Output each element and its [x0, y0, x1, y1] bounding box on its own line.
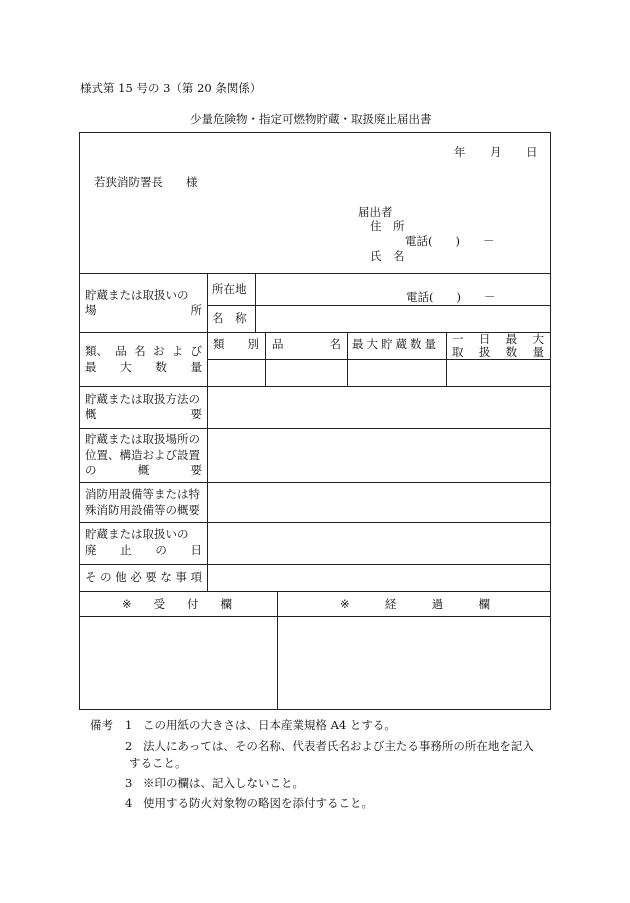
method-label-line1: 貯蔵または取扱方法の — [85, 392, 200, 406]
note-number: 4 — [125, 796, 133, 810]
col-max-header: 最大貯蔵数量 — [352, 337, 439, 351]
divider — [446, 332, 447, 386]
quantity-label-line2: 最 大 数 量 — [85, 360, 202, 374]
day-label: 日 — [526, 145, 538, 159]
divider — [80, 591, 550, 592]
notifier-address-label: 住 所 — [370, 219, 405, 233]
divider — [207, 273, 208, 591]
divider — [80, 522, 550, 523]
notifier-phone-label: 電話( ) － — [405, 234, 495, 248]
note-number: 2 — [125, 739, 133, 753]
abolition-label-line1: 貯蔵または取扱いの — [85, 527, 189, 541]
note-text: この用紙の大きさは、日本産業規格 A4 とする。 — [143, 718, 396, 732]
form-number: 様式第 15 号の 3（第 20 条関係） — [80, 81, 262, 95]
fire-equipment-label-line2: 殊消防用設備等の概要 — [85, 503, 200, 517]
addressee: 若狭消防署長 様 — [94, 175, 198, 189]
note-text: ※印の欄は、記入しないこと。 — [143, 776, 304, 790]
notifier-name-label: 氏 名 — [370, 249, 405, 263]
location-name-label: 名 称 — [212, 311, 247, 325]
document-title: 少量危険物・指定可燃物貯蔵・取扱廃止届出書 — [190, 112, 432, 126]
divider — [265, 332, 266, 386]
notes-label: 備考 — [90, 718, 113, 732]
position-label-line2: 位置、構造および設置 — [85, 448, 200, 462]
divider — [80, 482, 550, 483]
col-daily-header-line1: 一 日 最 大 — [452, 332, 544, 346]
quantity-label-line1: 類、 品 名 お よ び — [85, 344, 202, 358]
note-number: 1 — [125, 718, 133, 732]
note-text: 使用する防火対象物の略図を添付すること。 — [143, 796, 373, 810]
note-text-continued: すること。 — [129, 756, 187, 770]
year-label: 年 — [454, 145, 466, 159]
progress-header: ※ 経 過 欄 — [340, 597, 490, 611]
notification-form — [79, 132, 551, 710]
col-daily-header-line2: 取 扱 数 量 — [452, 345, 544, 359]
divider — [277, 591, 278, 709]
col-item-header: 品 名 — [272, 337, 341, 351]
divider — [255, 273, 256, 332]
fire-equipment-label-line1: 消防用設備等または特 — [85, 487, 200, 501]
divider — [80, 386, 550, 387]
divider — [80, 564, 550, 565]
note-text: 法人にあっては、その名称、代表者氏名および主たる事務所の所在地を記入 — [143, 739, 534, 753]
divider — [80, 616, 550, 617]
notifier-label: 届出者 — [358, 205, 393, 219]
location-phone-label: 電話( ) － — [406, 290, 496, 304]
reception-header: ※ 受 付 欄 — [122, 597, 232, 611]
divider — [347, 332, 348, 386]
address-label: 所在地 — [212, 282, 247, 296]
location-label-line2: 場 所 — [85, 303, 202, 317]
location-label-line1: 貯蔵または取扱いの — [85, 288, 189, 302]
position-label-line3: の 概 要 — [85, 463, 202, 477]
month-label: 月 — [490, 145, 502, 159]
divider — [80, 273, 550, 274]
divider — [80, 428, 550, 429]
method-label-line2: 概 要 — [85, 407, 202, 421]
col-kind-header: 類 別 — [213, 337, 259, 351]
abolition-label-line2: 廃 止 の 日 — [85, 543, 202, 557]
note-number: 3 — [125, 776, 133, 790]
other-label: そ の 他 必 要 な 事 項 — [85, 570, 202, 584]
position-label-line1: 貯蔵または取扱場所の — [85, 432, 200, 446]
divider — [207, 359, 550, 360]
divider — [207, 305, 550, 306]
